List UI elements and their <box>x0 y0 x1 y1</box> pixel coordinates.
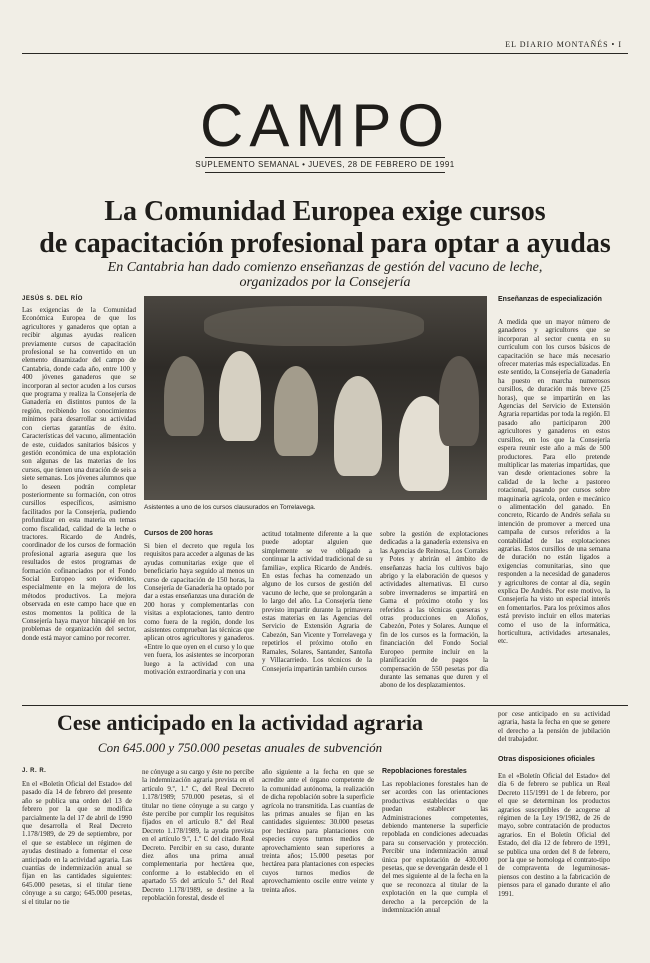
lead-subhead-ensenanzas: Enseñanzas de especialización <box>498 296 602 303</box>
page-folio: EL DIARIO MONTAÑÉS • I <box>505 40 622 49</box>
second-subhead-repoblaciones: Repoblaciones forestales <box>382 768 467 775</box>
second-headline: Cese anticipado en la actividad agraria <box>56 710 424 735</box>
section-subtitle: SUPLEMENTO SEMANAL • JUEVES, 28 DE FEBRERO DE 1991 <box>195 160 455 169</box>
lead-deck-line1: En Cantabria han dado comienzo enseñanzas de gestión del vacuno de leche, <box>107 260 543 275</box>
lead-headline-line1: La Comunidad Europea exige cursos <box>104 196 546 227</box>
lead-column-3: actitud totalmente diferente a la que puede adoptar alguien que simplemente se ve obligado a continuar la actividad tradicional de su familia», explica Ricardo de Andrés. En estas fechas ha comenzado un alguno de los cursos de gestión del vacuno de leche, que se prolongarán a lo largo del año. La Consejería tiene previsto impartir durante la primavera estas materias en las Agencias del Servicio de Extensión Agraria de Cabezón, San Vicente y Torrelavega y repetirlos el próximo otoño en Ramales, Solares, Santander, Santoña y Villacarriedo. Los técnicos de la Consejería impartirán también cursos <box>262 530 372 673</box>
section-divider <box>22 705 628 706</box>
second-column-5: por cese anticipado en su actividad agraria, hasta la fecha en que se genere el derecho a la pensión de jubilación del trabajador. <box>498 710 610 744</box>
photo-caption: Asistentes a uno de los cursos clausurados en Torrelavega. <box>144 504 316 511</box>
lead-column-2: Si bien el decreto que regula los requisitos para acceder a algunas de las ayudas comunitarias exige que el beneficiario haya seguido al menos un curso de capacitación de 150 horas, la Consejería de Ganadería ha optado por dar a estas enseñanzas una duración de 200 horas y complementarlas con visitas a explotaciones, tanto dentro como fuera de la región, donde los asistentes comprueban las técnicas que aplican otros agricultores y ganaderos. «Entre lo que oyen en el curso y lo que ven fuera, los asistentes se incorporan luego a la actividad con una motivación extraordinaria y con una <box>144 542 254 677</box>
lead-subhead-cursos: Cursos de 200 horas <box>144 530 213 537</box>
lead-column-5: A medida que un mayor número de ganaderos y agricultores que se incorporan al sector cuenta en su currículum con los cursos básicos de capacitación se hace más necesario ofrecer materias más especializadas. En este sentido, la Consejería de Ganadería ha puesto en marcha numerosos cursillos, de duración más breve (25 horas), que se impartirán en las Agencias del Servicio de Extensión Agraria repartidas por toda la región. El pasado año participaron 200 agricultores y ganaderos en estos cursillos, en los que la Consejería espera reunir este año a más de 500 productores. Para ello pretende multiplicar las materias impartidas, que van desde orientaciones sobre la calidad de la leche a pastoreo rotacional, pasando por cursos sobre maquinaria agrícola, orden e mecánico o alimentación del ganado. En concreto, Ricardo de Andrés señala su intención de promover a merced una campaña de cursos referidos a la contabilidad de las explotaciones agrarias. Estos cursillos de una semana de duración no están ligados a exigencias comunitarias, sino que responden a la necesidad de ganaderos y agricultores de contar al día, según explica De Andrés. Por este motivo, la Consejería ha visto un especial interés en fomentarlos. Para los próximos años está previsto incluir en ellos materias como el uso de la informática, horticultura, actividades artesanales, etc. <box>498 318 610 646</box>
lead-byline: JESÚS S. DEL RÍO <box>22 296 83 302</box>
second-byline: J. R. R. <box>22 768 47 774</box>
news-photo <box>144 296 487 500</box>
lead-column-4: sobre la gestión de explotaciones dedicadas a la ganadería extensiva en las Agencias de Reinosa, Los Corrales y Potes y abrirán el ámbito de enseñanzas hacia los cultivos bajo abrigo y la elaboración de quesos y actividades alternativas. El curso sobre invernaderos se impartirá en Gama el próximo otoño y los referidos a las técnicas queseras y otras producciones en Aloños, Cabezón, Potes y Solares. Aunque el fin de los cursos es la formación, la financiación del Fondo Social Europeo permite incluir en la planificación de pagos la compensación de 550 pesetas por día durante las semanas que duren y el abono de los desplazamientos. <box>380 530 488 690</box>
lead-headline-line2: de capacitación profesional para optar a ayudas <box>39 228 611 259</box>
top-rule <box>22 53 628 54</box>
second-column-4: Las repoblaciones forestales han de ser acordes con las orientaciones productivas establecidas o que puedan establecer las Administraciones competentes, debiendo mantenerse la superficie repoblada en condiciones adecuadas para su conservación y protección. Percibir una indemnización anual única por explotación de 430.000 pesetas, que se devengarán desde el 1 del mes siguiente al de la fecha en la que se reconozca al titular de la explotación en la que cumpla el derecho a la percepción de la indemnización anual <box>382 780 488 915</box>
second-column-1: En el «Boletín Oficial del Estado» del pasado día 14 de febrero del presente año se publica una orden del 13 de febrero por la que se modifica parcialmente la del 17 de abril de 1990 que desarrolla el Real Decreto 1.178/1989, de 29 de septiembre, por el que se establece un régimen de ayudas destinado a fomentar el cese anticipado en la actividad agraria. Las cuantías de indemnización anual se fijan en las cantidades siguientes: 645.000 pesetas, si el titular tiene cónyuge a su cargo; 645.000 pesetas, si el titular no tie <box>22 780 132 906</box>
second-column-6: En el «Boletín Oficial del Estado» del día 6 de febrero se publica un Real Decreto 115/1991 de 1 de febrero, por el que se determinan los productos agrarios susceptibles de acogerse al régimen de la Ley 19/1982, de 26 de mayo, sobre contratación de productos agrarios. En el Boletín Oficial del Estado, del día 12 de febrero de 1991, se publica una orden del 8 de febrero, por la que se homologa el contrato-tipo de compraventa de leguminosas-piensos con destino a la fabricación de piensos para el ganado durante el año 1991. <box>498 772 610 898</box>
lead-deck-line2: organizados por la Consejería <box>239 275 411 290</box>
second-subhead-disposiciones: Otras disposiciones oficiales <box>498 756 595 763</box>
subtitle-rule <box>205 172 445 173</box>
second-column-2: ne cónyuge a su cargo y éste no percibe la indemnización agraria prevista en el artículo 9.º, 1.º C, del Real Decreto 1.178/1989; 570.000 pesetas, si el titular no tiene cónyuge a su cargo y éste percibe por cumplir los requisitos fijados en el artículo 8.º del Real Decreto 1.178/1989, la ayuda prevista en el artículo 9.º, 1.º C del citado Real Decreto. Percibir en su caso, durante diez años una prima anual complementaria por hectárea que, conforme a lo establecido en el apartado 55 del artículo 5.º del Real Decreto 1.178/1989, se destine a la repoblación forestal, desde el <box>142 768 254 903</box>
second-column-3: año siguiente a la fecha en que se acredite ante el órgano competente de la comunidad autónoma, la realización de dicha repoblación sobre la superficie agrícola no transmitida. Las cuantías de las primas anuales se fijan en las cantidades siguientes: 30.000 pesetas por hectárea para plantaciones con especies cuyos turnos medios de aprovechamiento sean superiores a treinta años; 15.000 pesetas por hectárea para plantaciones con especies cuyos turnos medios de aprovechamiento oscile entre veinte y treinta años. <box>262 768 374 894</box>
section-title: CAMPO <box>199 92 451 159</box>
second-deck: Con 645.000 y 750.000 pesetas anuales de subvención <box>97 740 383 755</box>
masthead-rule <box>205 157 445 158</box>
lead-column-1: Las exigencias de la Comunidad Económica Europea de que los agricultores y ganaderos que optan a recibir algunas ayudas realicen previamente cursos de capacitación profesional se ha convertido en un elemento dinamizador del campo de Cantabria, donde cada año, entre 100 y 400 jóvenes ganaderos que se incorporan al sector acuden a los cursos que programa y realiza la Consejería de Ganadería en distintos puntos de la región, recibiendo los conocimientos mínimos para desarrollar su actividad con ciertas garantías de éxito. Características del vacuno, alimentación de este, cuidados sanitarios básicos y gestión económica de una explotación son algunas de las materias de los cursos, que tienen una duración de seis a siete semanas. Los jóvenes alumnos que lo deseen podrán completar posteriormente su formación, con otros cursillos específicos, asimismo facilitados por la Consejería, pudiendo profundizar en esta materia en temas como fiscalidad, calidad de la leche o tractores. Ricardo de Andrés, coordinador de los cursos de formación profesional agraria asegura que los resultados de estos programas de formación cofinanciados por el Fondo Social Europeo son evidentes, especialmente en la mejora de los métodos productivos. La mejora observada en este campo hace que en estos momentos la política de la Consejería haya mayor hincapié en los problemas de organización del sector, donde está mayor camino por recorrer. <box>22 306 136 642</box>
